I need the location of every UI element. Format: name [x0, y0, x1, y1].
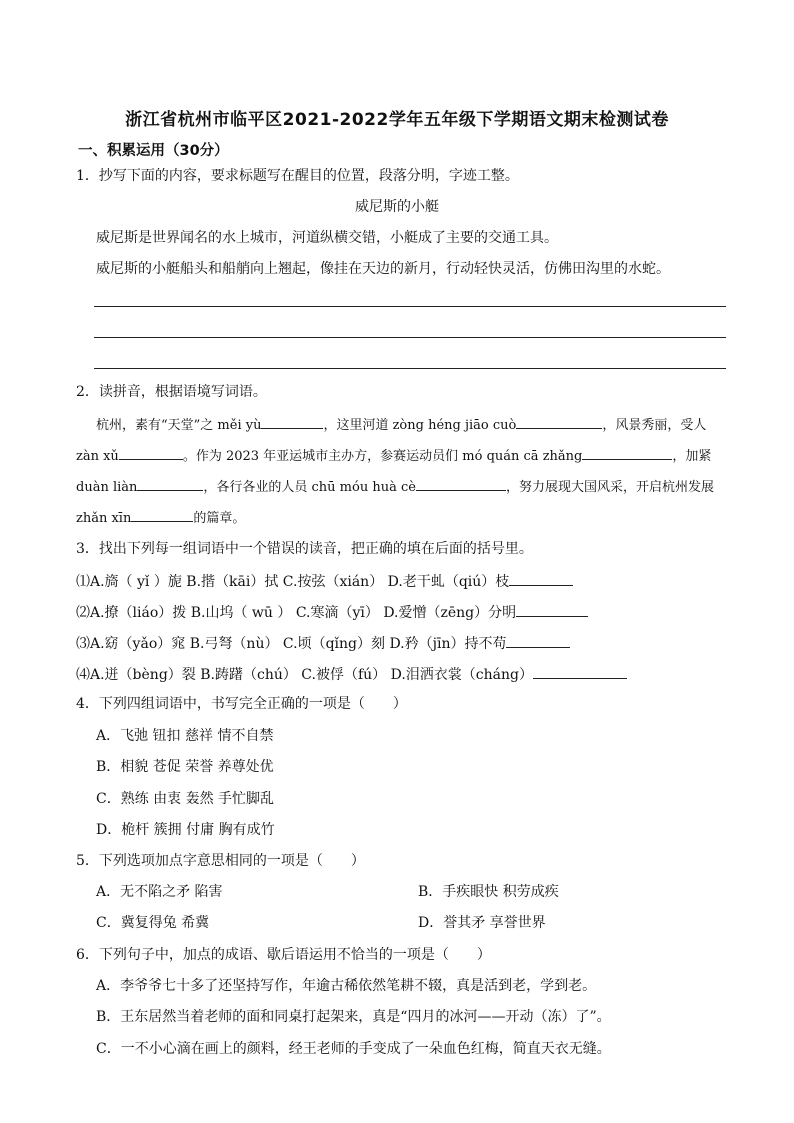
question-4-option-c[interactable]: C．熟练 由衷 轰然 手忙脚乱 — [96, 791, 275, 807]
passage-title: 威尼斯的小艇 — [355, 199, 439, 215]
q2-text: ，各行各业的人员 chū móu huà cè — [203, 480, 416, 495]
question-6-option-c[interactable]: C．一不小心滴在画上的颜料，经王老师的手变成了一朵血色红梅，简直天衣无缝。 — [96, 1041, 611, 1057]
question-2-line-3 — [76, 476, 714, 497]
answer-blank[interactable] — [533, 664, 627, 679]
q2-text: ，风景秀丽，受人 — [602, 418, 707, 433]
question-3-item-3 — [76, 633, 570, 653]
answer-blank[interactable] — [582, 445, 672, 460]
q2-text: zàn xǔ — [76, 449, 119, 464]
answer-blank[interactable] — [261, 414, 323, 429]
q2-text: 杭州，素有“天堂”之 měi yù — [96, 418, 262, 433]
question-4-option-a[interactable]: A．飞弛 钮扣 慈祥 情不自禁 — [96, 728, 274, 744]
q3-item-text: ⑶A.窈（yǎo）窕 B.弓弩（nù） C.顷（qǐng）刻 D.矜（jīn）持不苟 — [76, 636, 507, 652]
writing-line-3[interactable] — [94, 368, 726, 369]
q2-text: ，努力展现大国风采，开启杭州发展 — [505, 480, 714, 495]
answer-blank[interactable] — [131, 507, 193, 522]
question-5-option-b[interactable]: B．手疾眼快 积劳成疾 — [418, 884, 559, 900]
q3-item-text: ⑷A.迸（bèng）裂 B.踌躇（chú） C.被俘（fú） D.泪洒衣裳（cháng） — [76, 667, 533, 683]
question-2-line-1 — [96, 414, 706, 435]
question-3-stem: 3．找出下列每一组词语中一个错误的读音，把正确的填在后面的括号里。 — [76, 541, 533, 557]
question-2-stem: 2．读拼音，根据语境写词语。 — [76, 384, 267, 400]
passage-paragraph-2: 威尼斯的小艇船头和船艄向上翘起，像挂在天边的新月，行动轻快灵活，仿佛田沟里的水蛇。 — [96, 261, 670, 277]
question-2-line-4 — [76, 507, 245, 528]
question-5-option-a[interactable]: A．无不陷之矛 陷害 — [96, 884, 223, 900]
answer-blank[interactable] — [119, 445, 183, 460]
question-6-option-a[interactable]: A．李爷爷七十多了还坚持写作，年逾古稀依然笔耕不辍，真是活到老，学到老。 — [96, 978, 597, 994]
q3-item-text: ⑴A.旖（ yǐ ）旎 B.揩（kāi）拭 C.按弦（xián） D.老干虬（qiú）枝 — [76, 574, 510, 590]
question-6-option-b[interactable]: B．王东居然当着老师的面和同桌打起架来，真是“四月的冰河——开动（冻）了”。 — [96, 1009, 611, 1025]
answer-blank[interactable] — [137, 476, 203, 491]
q2-text: ，加紧 — [672, 449, 712, 464]
q2-text: 。作为 2023 年亚运城市主办方，参赛运动员们 mó quán cā zhǎng — [182, 449, 583, 464]
q2-text: 的篇章。 — [193, 511, 246, 526]
question-5-stem: 5．下列选项加点字意思相同的一项是（ ） — [76, 853, 365, 869]
section-heading: 一、积累运用（30分） — [78, 143, 229, 159]
answer-blank[interactable] — [416, 476, 506, 491]
answer-blank[interactable] — [506, 633, 570, 648]
answer-blank[interactable] — [509, 571, 573, 586]
q2-text: duàn liàn — [76, 480, 138, 495]
exam-title: 浙江省杭州市临平区2021-2022学年五年级下学期语文期末检测试卷 — [125, 110, 669, 130]
answer-blank[interactable] — [516, 414, 602, 429]
question-6-stem: 6．下列句子中，加点的成语、歇后语运用不恰当的一项是（ ） — [76, 947, 491, 963]
question-3-item-2 — [76, 602, 588, 622]
question-5-option-d[interactable]: D．誉其矛 享誉世界 — [418, 915, 546, 931]
q2-text: zhǎn xīn — [76, 511, 132, 526]
question-2-line-2 — [76, 445, 711, 466]
writing-line-1[interactable] — [94, 306, 726, 307]
question-4-option-b[interactable]: B．相貌 苍促 荣誉 养尊处优 — [96, 759, 274, 775]
question-3-item-4 — [76, 664, 627, 684]
passage-paragraph-1: 威尼斯是世界闻名的水上城市，河道纵横交错，小艇成了主要的交通工具。 — [96, 230, 558, 246]
question-4-stem: 4．下列四组词语中，书写完全正确的一项是（ ） — [76, 696, 407, 712]
question-5-option-c[interactable]: C．冀复得兔 希冀 — [96, 915, 210, 931]
answer-blank[interactable] — [516, 602, 588, 617]
writing-line-2[interactable] — [94, 337, 726, 338]
question-1-stem: 1．抄写下面的内容，要求标题写在醒目的位置，段落分明，字迹工整。 — [76, 168, 519, 184]
q3-item-text: ⑵A.撩（liáo）拨 B.山坞（ wū ） C.寒滴（yī） D.爱憎（zēng）分明 — [76, 605, 517, 621]
question-4-option-d[interactable]: D．桅杆 簇拥 付庸 胸有成竹 — [96, 822, 275, 838]
question-3-item-1 — [76, 571, 573, 591]
q2-text: ，这里河道 zòng héng jiāo cuò — [323, 418, 517, 433]
